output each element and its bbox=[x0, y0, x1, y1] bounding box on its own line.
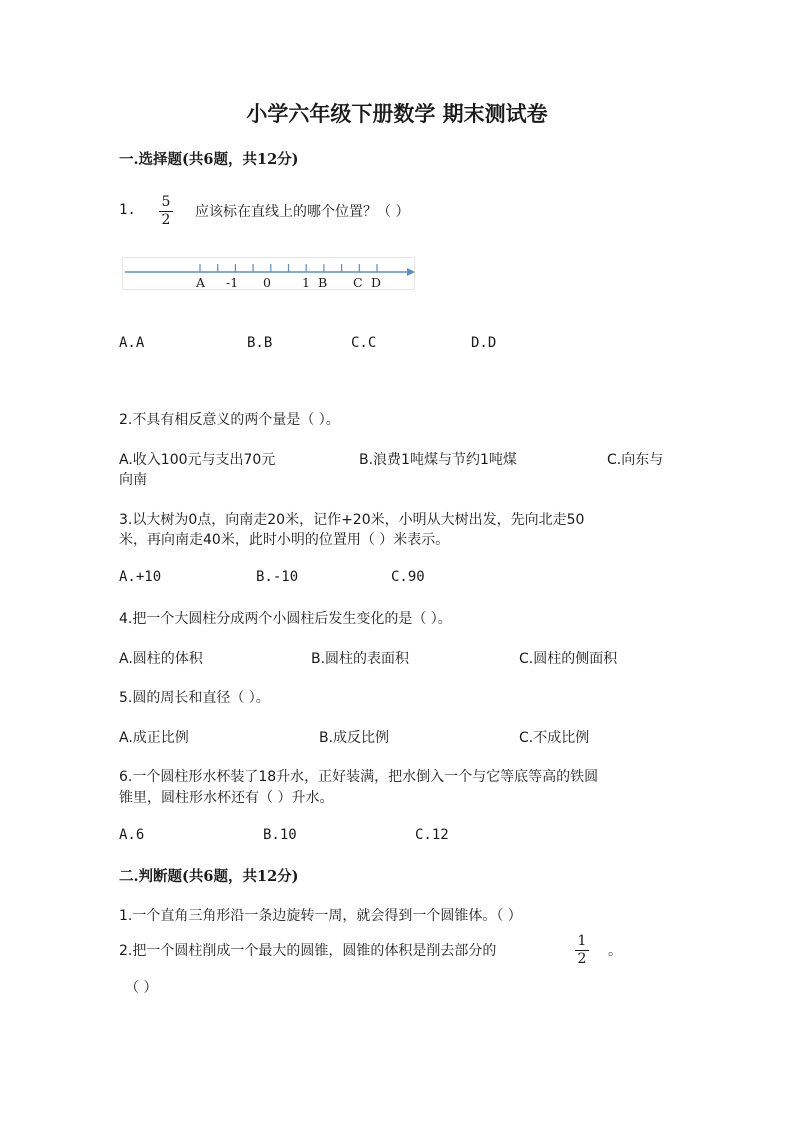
option-b[interactable]: B.圆柱的表面积 bbox=[311, 651, 410, 667]
fraction-5-2 bbox=[159, 195, 173, 228]
question-text: 5.圆的周长和直径（ ）。 bbox=[119, 690, 270, 706]
answer-blank[interactable]: （ ） bbox=[125, 980, 158, 996]
option-a[interactable]: A.6 bbox=[119, 827, 145, 843]
number-line-ticks bbox=[200, 264, 377, 272]
question-text: 2.不具有相反意义的两个量是（ ）。 bbox=[119, 412, 340, 428]
question-text-line-2: 米，再向南走40米，此时小明的位置用（ ）米表示。 bbox=[119, 532, 450, 548]
option-c[interactable]: C.12 bbox=[415, 827, 449, 843]
option-b[interactable]: B.浪费1吨煤与节约1吨煤 bbox=[359, 452, 517, 468]
option-b[interactable]: B.-10 bbox=[256, 569, 299, 585]
question-text-line-1: 6.一个圆柱形水杯装了18升水，正好装满，把水倒入一个与它等底等高的铁圆 bbox=[119, 769, 599, 785]
option-c[interactable]: C.向东与 bbox=[607, 452, 664, 468]
number-line-label-minus-1: -1 bbox=[226, 275, 239, 290]
option-c[interactable]: C.90 bbox=[391, 569, 425, 585]
option-b[interactable]: B.成反比例 bbox=[319, 730, 390, 746]
number-line-label-d: D bbox=[371, 275, 382, 290]
fraction-numerator: 5 bbox=[161, 194, 171, 210]
number-line-label-c: C bbox=[353, 275, 363, 290]
fraction-numerator: 1 bbox=[577, 933, 587, 949]
question-text: 应该标在直线上的哪个位置？（ ） bbox=[195, 204, 410, 220]
option-a[interactable]: A.A bbox=[119, 335, 145, 351]
arrow-right-icon bbox=[407, 268, 415, 276]
option-a[interactable]: A.成正比例 bbox=[119, 730, 189, 746]
question-number: 1. bbox=[119, 202, 136, 218]
question-text-line-2: 锥里，圆柱形水杯还有（ ）升水。 bbox=[119, 790, 334, 806]
question-end: 。 bbox=[608, 943, 622, 959]
question-text: 2.把一个圆柱削成一个最大的圆锥，圆锥的体积是削去部分的 bbox=[119, 943, 497, 959]
number-line-label-a: A bbox=[196, 275, 206, 290]
judgement-1: 1.一个直角三角形沿一条边旋转一周，就会得到一个圆锥体。（ ） bbox=[119, 908, 522, 924]
number-line-label-b: B bbox=[318, 275, 328, 290]
fraction-denominator: 2 bbox=[161, 212, 171, 228]
page-title: 小学六年级下册数学 期末测试卷 bbox=[246, 101, 548, 126]
fraction-denominator: 2 bbox=[577, 951, 587, 967]
option-a[interactable]: A.收入100元与支出70元 bbox=[119, 452, 276, 468]
option-c[interactable]: C.不成比例 bbox=[519, 730, 590, 746]
option-a[interactable]: A.+10 bbox=[119, 569, 162, 585]
option-c[interactable]: C.C bbox=[351, 335, 377, 351]
fraction-1-2 bbox=[575, 934, 589, 967]
option-b[interactable]: B.B bbox=[247, 335, 273, 351]
option-c-wrap: 向南 bbox=[119, 472, 147, 488]
question-text-line-1: 3.以大树为0点，向南走20米，记作+20米，小明从大树出发，先向北走50 bbox=[119, 512, 585, 528]
option-a[interactable]: A.圆柱的体积 bbox=[119, 651, 203, 667]
number-line-label-0: 0 bbox=[263, 275, 271, 290]
section-heading-choice: 一.选择题(共6题，共12分) bbox=[119, 151, 299, 168]
question-text: 4.把一个大圆柱分成两个小圆柱后发生变化的是（ ）。 bbox=[119, 611, 452, 627]
section-heading-judgement: 二.判断题(共6题，共12分) bbox=[119, 868, 299, 885]
option-d[interactable]: D.D bbox=[471, 335, 497, 351]
number-line-label-1: 1 bbox=[302, 275, 310, 290]
option-c[interactable]: C.圆柱的侧面积 bbox=[519, 651, 618, 667]
option-b[interactable]: B.10 bbox=[263, 827, 297, 843]
